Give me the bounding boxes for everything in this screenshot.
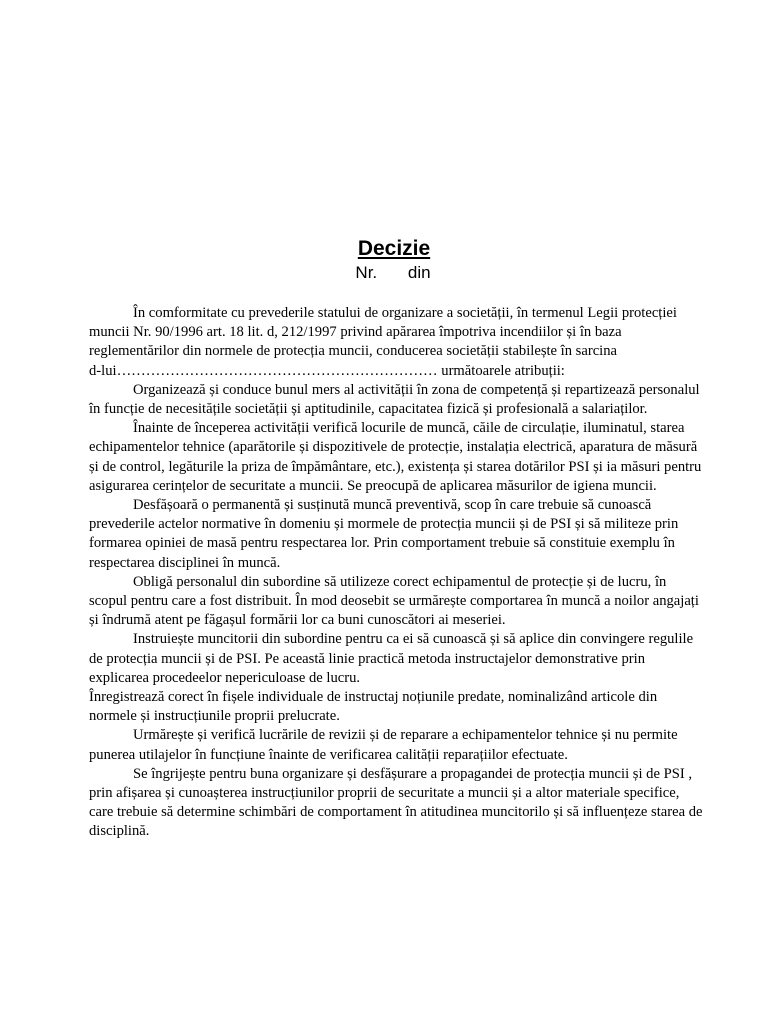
paragraph-verify-workplaces: Înainte de începerea activității verifică locurile de muncă, căile de circulație, iluminatul, starea echipamentelor tehnice (aparătorile și dispozitivele de protecție, instalația electrică, aparatura de măsură și de control, legăturile la priza de împământare, etc.), existența și starea dotărilor PSI și ia măsuri pentru asigurarea cerințelor de securitate a muncii. Se preocupă de aplicarea măsurilor de igiena muncii. [89,420,702,494]
document-number-line: Nr. din [355,263,431,282]
document-body [89,304,703,842]
paragraph-assignee-line: d-lui………………………………………………………… următoarele atribuții: [89,362,565,379]
paragraph-intro: În comformitate cu prevederile statului de organizare a societății, în termenul Legii protecției muncii Nr. 90/1996 art. 18 lit. d, 212/1997 privind apărarea împotriva incendiilor și în baza reglementărilor din normele de protecția muncii, conducerea societății stabilește în sarcina [89,305,677,360]
paragraph-propaganda: Se îngrijește pentru buna organizare și desfășurare a propagandei de protecția muncii și de PSI , prin afișarea și cunoașterea instrucțiunilor proprii de securitate a muncii și a altor materiale specifice, care trebuie să determine schimbări de comportament în atitudinea muncitorilo și să influențeze starea de disciplină. [89,765,703,840]
document-title: Decizie [357,237,431,260]
paragraph-organize: Organizează și conduce bunul mers al activității în zona de competență și repartizează personalul în funcție de necesitățile societății și aptitudinile, capacitatea fizică și profesională a salariaților. [89,381,700,418]
paragraph-repairs: Urmărește și verifică lucrările de revizii și de reparare a echipamentelor tehnice și nu permite punerea utilajelor în funcțiune înainte de verificarea calității reparațiilor efectuate. [89,727,678,763]
paragraph-preventive-work: Desfășoară o permanentă și susținută muncă preventivă, scop în care trebuie să cunoască prevederile actelor normative în domeniu și mormele de protecția muncii și de PSI și să militeze prin formarea opiniei de masă pentru respectarea lor. Prin comportament trebuie să constituie exemplu în respectarea disciplinei în muncă. [89,497,679,571]
paragraph-protective-equipment: Obligă personalul din subordine să utilizeze corect echipamentul de protecție și de lucru, în scopul pentru care a fost distribuit. În mod deosebit se urmărește comportarea în muncă a noilor angajați și îndrumă atent pe făgașul formării lor ca buni cunoscători ai meseriei. [89,573,699,629]
paragraph-records: Înregistrează corect în fișele individuale de instructaj noțiunile predate, nominalizând articole din normele și instrucțiunile proprii prelucrate. [89,689,658,725]
paragraph-training: Instruiește muncitorii din subordine pentru ca ei să cunoască și să aplice din convingere regulile de protecția muncii și de PSI. Pe această linie practică metoda instructajelor demonstrative prin explicarea procedeelor nepericuloase de lucru. [89,631,694,686]
